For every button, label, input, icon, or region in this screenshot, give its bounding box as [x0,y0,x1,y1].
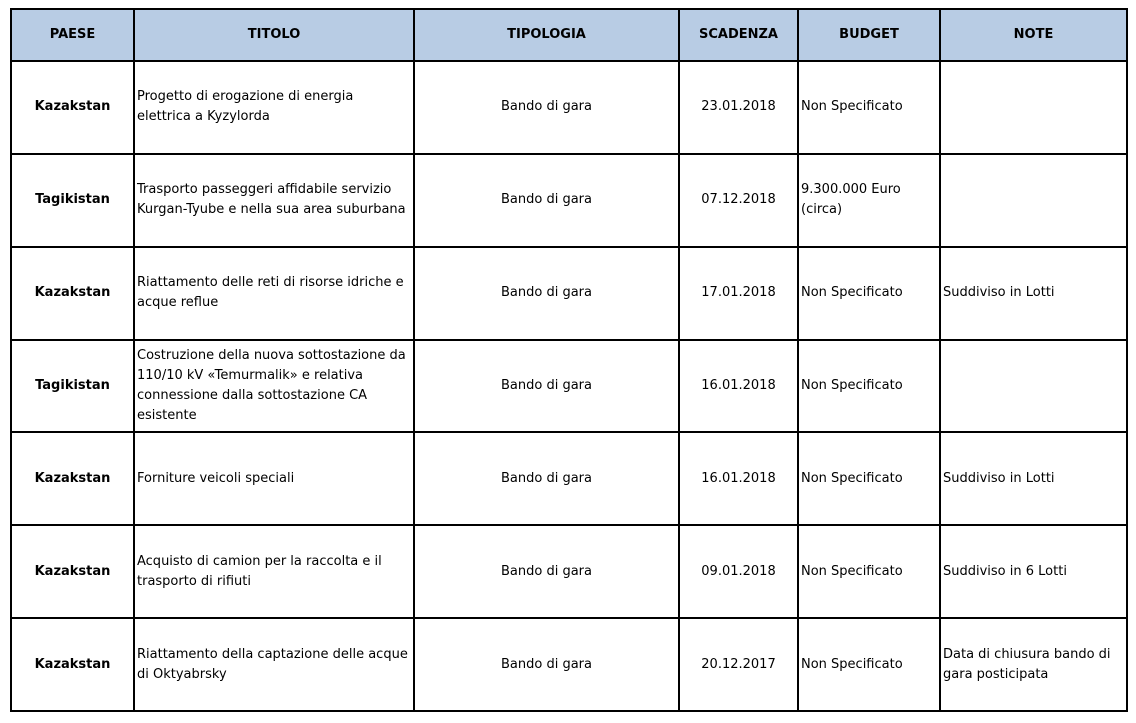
cell-note [940,154,1127,247]
cell-budget: Non Specificato [798,340,940,433]
cell-scadenza: 16.01.2018 [679,432,798,525]
tenders-table [10,8,1128,712]
cell-paese: Kazakstan [11,432,134,525]
cell-tipologia: Bando di gara [414,340,679,433]
cell-scadenza: 23.01.2018 [679,61,798,154]
cell-scadenza: 16.01.2018 [679,340,798,433]
column-header-note: NOTE [940,9,1127,61]
cell-titolo: Costruzione della nuova sottostazione da 110/10 kV «Temurmalik» e relativa connessione dalla sottostazione CA esistente [134,340,414,433]
cell-budget: Non Specificato [798,247,940,340]
table-row [11,247,1127,340]
table-row [11,525,1127,618]
cell-titolo: Trasporto passeggeri affidabile servizio Kurgan-Tyube e nella sua area suburbana [134,154,414,247]
table-row [11,61,1127,154]
cell-budget: Non Specificato [798,525,940,618]
cell-titolo: Riattamento della captazione delle acque di Oktyabrsky [134,618,414,711]
cell-titolo: Forniture veicoli speciali [134,432,414,525]
cell-scadenza: 20.12.2017 [679,618,798,711]
cell-paese: Kazakstan [11,525,134,618]
cell-note: Data di chiusura bando di gara posticipata [940,618,1127,711]
table-row [11,432,1127,525]
cell-budget: Non Specificato [798,618,940,711]
cell-note: Suddiviso in 6 Lotti [940,525,1127,618]
table-row [11,618,1127,711]
cell-tipologia: Bando di gara [414,432,679,525]
cell-note: Suddiviso in Lotti [940,247,1127,340]
table-row [11,340,1127,433]
cell-titolo: Progetto di erogazione di energia elettrica a Kyzylorda [134,61,414,154]
column-header-titolo: TITOLO [134,9,414,61]
cell-note [940,61,1127,154]
column-header-scadenza: SCADENZA [679,9,798,61]
cell-paese: Tagikistan [11,340,134,433]
cell-scadenza: 09.01.2018 [679,525,798,618]
cell-budget: Non Specificato [798,61,940,154]
cell-note: Suddiviso in Lotti [940,432,1127,525]
cell-tipologia: Bando di gara [414,618,679,711]
cell-scadenza: 07.12.2018 [679,154,798,247]
cell-titolo: Riattamento delle reti di risorse idriche e acque reflue [134,247,414,340]
cell-paese: Kazakstan [11,61,134,154]
header-row [11,9,1127,61]
cell-budget: 9.300.000 Euro (circa) [798,154,940,247]
cell-tipologia: Bando di gara [414,61,679,154]
cell-paese: Kazakstan [11,247,134,340]
cell-tipologia: Bando di gara [414,154,679,247]
cell-note [940,340,1127,433]
table-row [11,154,1127,247]
cell-tipologia: Bando di gara [414,525,679,618]
cell-titolo: Acquisto di camion per la raccolta e il trasporto di rifiuti [134,525,414,618]
cell-tipologia: Bando di gara [414,247,679,340]
cell-scadenza: 17.01.2018 [679,247,798,340]
cell-paese: Tagikistan [11,154,134,247]
column-header-paese: PAESE [11,9,134,61]
cell-budget: Non Specificato [798,432,940,525]
column-header-budget: BUDGET [798,9,940,61]
column-header-tipologia: TIPOLOGIA [414,9,679,61]
cell-paese: Kazakstan [11,618,134,711]
